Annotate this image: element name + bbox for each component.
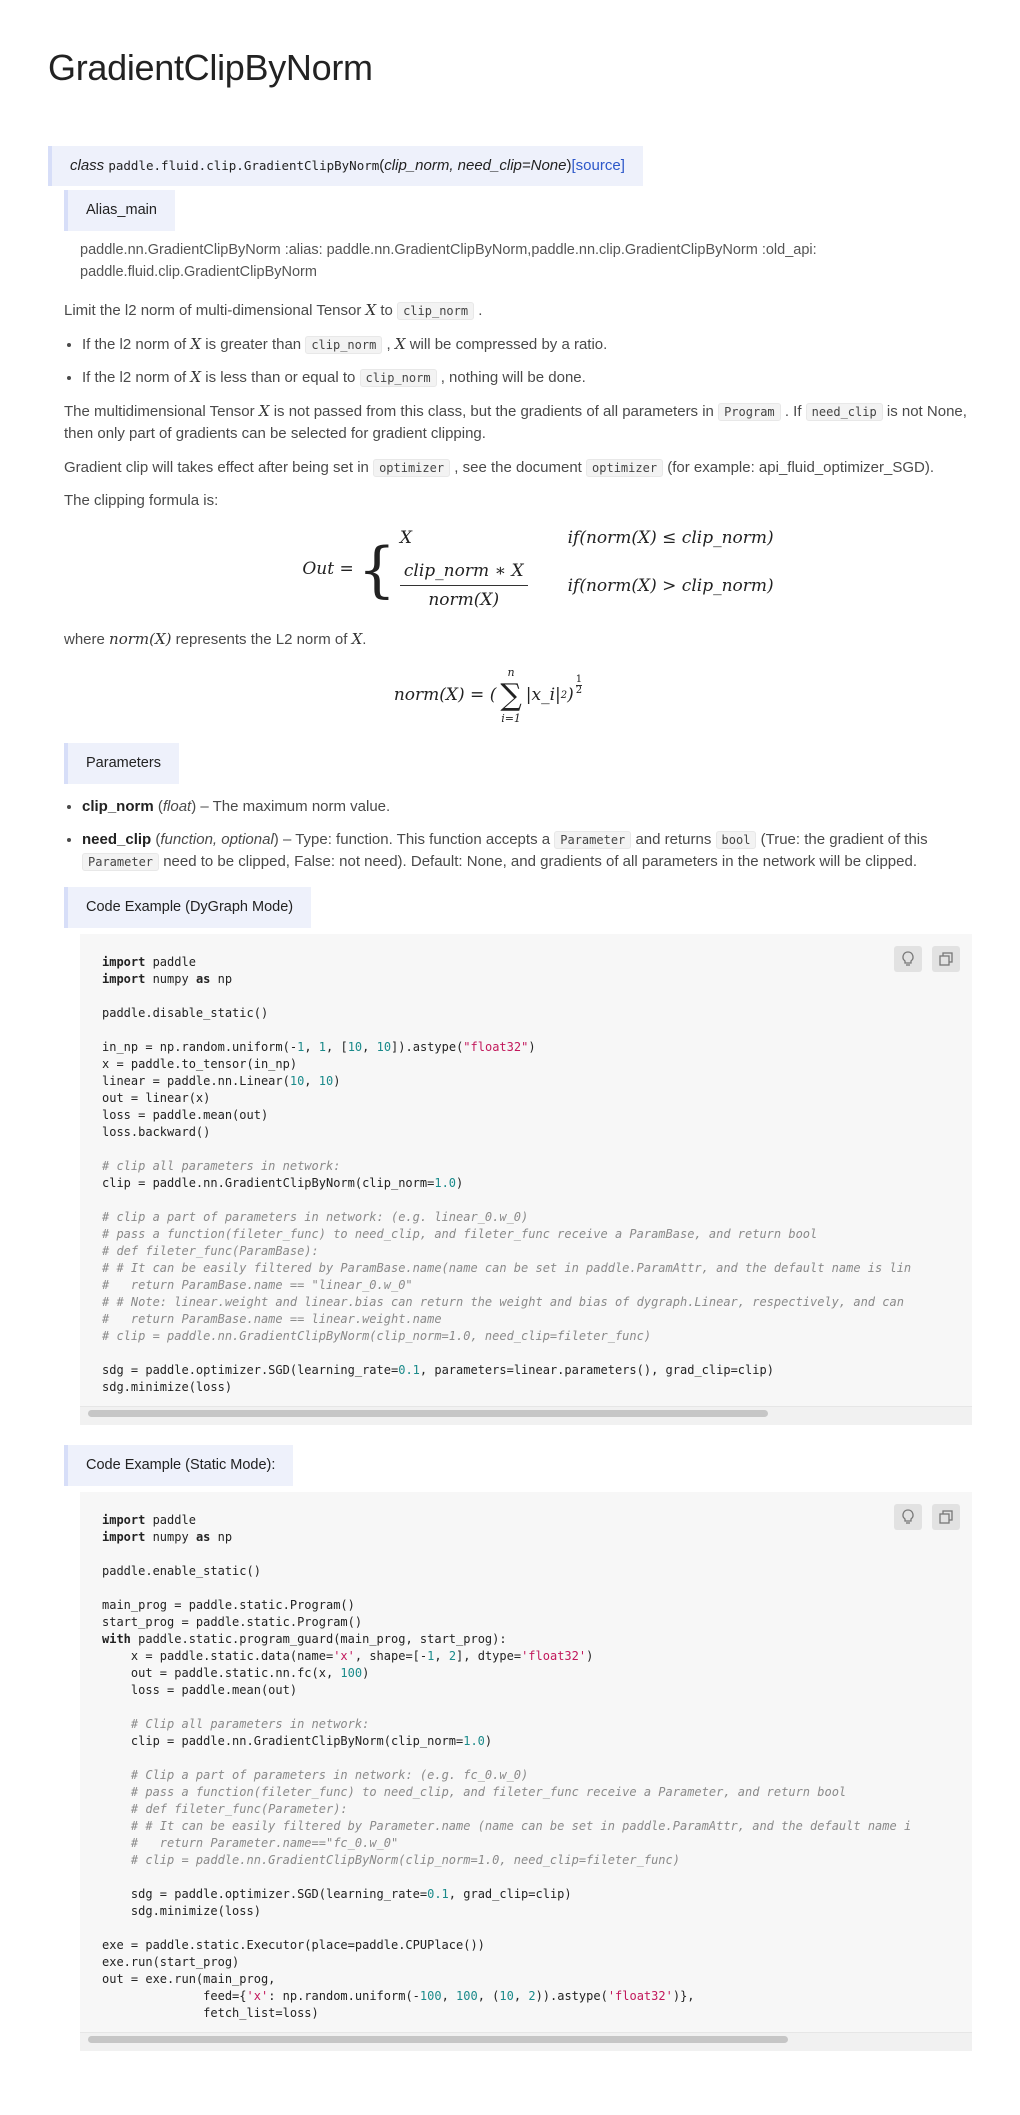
clip-formula: Out = { X if(norm(X) ≤ clip_norm) $\frac{\text{clip\_norm ∗ X}}{\text{norm(X)}}$ if(norm(X) > clip_norm) — [302, 528, 774, 611]
example-dygraph-label: Code Example (DyGraph Mode) — [64, 887, 311, 928]
parameters-list — [64, 796, 972, 873]
behavior-list — [64, 334, 972, 390]
code-static: import paddle import numpy as np paddle.enable_static() main_prog = paddle.static.Program() start_prog = paddle.static.Program() with paddle.static.program_guard(main_prog, start_prog): x = paddle.static.data(name='x', shape=[-1, 2], dtype='float32') out = paddle.static.nn.fc(x, 100) loss = paddle.mean(out) # Clip all parameters in network: clip = paddle.nn.GradientClipByNorm(clip_norm=1.0) # Clip a part of parameters in network: (e.g. fc_0.w_0) # pass a function(fileter_func) to need_clip, and fileter_func receive a Parameter, and return bool # def fileter_func(Parameter): # # It can be easily filtered by Parameter.name (name can be set in paddle.ParamAttr, and the default name i # return Parameter.name=="fc_0.w_0" # clip = paddle.nn.GradientClipByNorm(clip_norm=1.0, need_clip=fileter_func) sdg = paddle.optimizer.SGD(learning_rate=0.1, grad_clip=clip) sdg.minimize(loss) exe = paddle.static.Executor(place=paddle.CPUPlace()) exe.run(start_prog) out = exe.run(main_prog, feed={'x': np.random.uniform(-100, 100, (10, 2)).astype('float32')}, fetch_list=loss) — [102, 1512, 912, 2020]
list-item: • If the l2 norm of X is less than or equal to clip_norm , nothing will be done. — [82, 367, 972, 389]
list-item: • clip_norm (float) – The maximum norm value. — [82, 796, 972, 818]
lightbulb-icon[interactable] — [894, 1504, 922, 1530]
example-static-label: Code Example (Static Mode): — [64, 1445, 293, 1486]
horizontal-scrollbar[interactable] — [80, 2032, 972, 2051]
parameters-label: Parameters — [64, 743, 179, 784]
code-block-dygraph — [80, 934, 972, 1425]
horizontal-scrollbar[interactable] — [80, 1406, 972, 1425]
where-paragraph: where norm(X) represents the L2 norm of X. — [64, 630, 367, 649]
optimizer-paragraph: Gradient clip will takes effect after being set in optimizer , see the document optimizer (for example: api_fluid_optimizer_SGD). — [64, 458, 935, 476]
class-keyword: class — [70, 157, 105, 175]
copy-icon[interactable] — [932, 946, 960, 972]
code-block-static — [80, 1492, 972, 2051]
list-item: • need_clip (function, optional) – Type: function. This function accepts a Parameter and returns bool (True: the gradient of this Parameter need to be clipped, False: not need). Default: None, and gradients of all parameters in the network will be clipped. — [82, 829, 972, 873]
lightbulb-icon[interactable] — [894, 946, 922, 972]
copy-icon[interactable] — [932, 1504, 960, 1530]
description-paragraph: The multidimensional Tensor X is not passed from this class, but the gradients of all parameters in Program . If need_clip is not None, then only part of gradients can be selected for gradient clipping. — [64, 402, 967, 442]
list-item: • If the l2 norm of X is greater than clip_norm , X will be compressed by a ratio. — [82, 334, 972, 356]
alias-text: paddle.nn.GradientClipByNorm :alias: paddle.nn.GradientClipByNorm,paddle.nn.clip.GradientClipByNorm :old_api: paddle.fluid.clip.GradientClipByNorm — [80, 241, 817, 281]
class-signature: class paddle.fluid.clip.GradientClipByNorm(clip_norm, need_clip=None)[source] — [48, 146, 643, 186]
page-title: GradientClipByNorm — [48, 47, 373, 88]
code-dygraph: import paddle import numpy as np paddle.disable_static() in_np = np.random.uniform(-1, 1, [10, 10]).astype("float32") x = paddle.to_tensor(in_np) linear = paddle.nn.Linear(10, 10) out = linear(x) loss = paddle.mean(out) loss.backward() # clip all parameters in network: clip = paddle.nn.GradientClipByNorm(clip_norm=1.0) # clip a part of parameters in network: (e.g. linear_0.w_0) # pass a function(fileter_func) to need_clip, and fileter_func receive a ParamBase, and return bool # def fileter_func(ParamBase): # # It can be easily filtered by ParamBase.name(name can be set in paddle.ParamAttr, and the default name is lin # return ParamBase.name == "linear_0.w_0" # # Note: linear.weight and linear.bias can return the weight and bias of dygraph.Linear, respectively, and can # return ParamBase.name == linear.weight.name # clip = paddle.nn.GradientClipByNorm(clip_norm=1.0, need_clip=fileter_func) sdg = paddle.optimizer.SGD(learning_rate=0.1, parameters=linear.parameters(), grad_clip=clip) sdg.minimize(loss) — [102, 954, 912, 1394]
source-link[interactable]: [source] — [571, 157, 625, 175]
formula-intro: The clipping formula is: — [64, 492, 219, 510]
class-params: clip_norm, need_clip=None — [384, 157, 567, 175]
intro-paragraph: Limit the l2 norm of multi-dimensional Tensor X to clip_norm . — [64, 300, 483, 319]
doc-body — [64, 190, 972, 2051]
class-path: paddle.fluid.clip.GradientClipByNorm — [108, 158, 380, 174]
alias-label: Alias_main — [64, 190, 175, 231]
norm-formula: norm(X) = ( n ∑ i=1 |x_i| 2 ) 1 2 — [393, 665, 583, 725]
